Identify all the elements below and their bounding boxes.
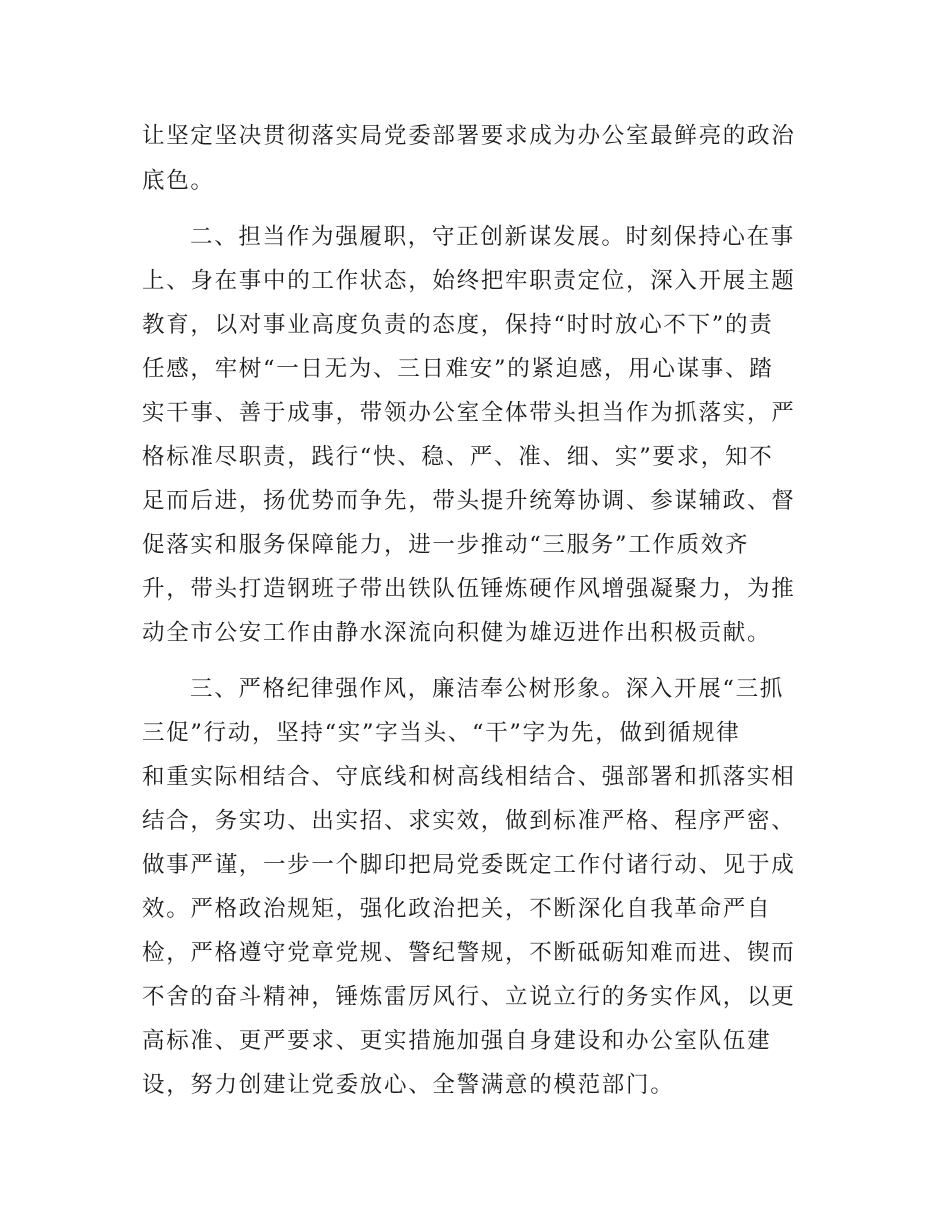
text-line: 实干事、善于成事，带领办公室全体带头担当作为抓落实，严 <box>142 400 796 426</box>
text-line: 结合，务实功、出实招、求实效，做到标准严格、程序严密、 <box>142 808 796 834</box>
text-line: 效。严格政治规矩，强化政治把关，不断深化自我革命严自 <box>142 896 772 922</box>
text-line: 和重实际相结合、守底线和树高线相结合、强部署和抓落实相 <box>142 764 796 790</box>
text-line: 足而后进，扬优势而争先，带头提升统筹协调、参谋辅政、督 <box>142 488 796 514</box>
text-line: 升，带头打造钢班子带出铁队伍锤炼硬作风增强凝聚力，为推 <box>142 576 796 602</box>
text-line: 动全市公安工作由静水深流向积健为雄迈进作出积极贡献。 <box>142 620 772 646</box>
text-line: 三促”行动，坚持“实”字当头、“干”字为先，做到循规律 <box>142 720 741 746</box>
text-line: 高标准、更严要求、更实措施加强自身建设和办公室队伍建 <box>142 1028 772 1054</box>
text-line: 设，努力创建让党委放心、全警满意的模范部门。 <box>142 1072 675 1098</box>
text-line: 做事严谨，一步一个脚印把局党委既定工作付诸行动、见于成 <box>142 852 796 878</box>
text-line: 促落实和服务保障能力，进一步推动“三服务”工作质效齐 <box>142 532 750 558</box>
text-line: 让坚定坚决贯彻落实局党委部署要求成为办公室最鲜亮的政治 <box>142 123 796 149</box>
text-line: 任感，牢树“一日无为、三日难安”的紧迫感，用心谋事、踏 <box>142 356 774 382</box>
text-line: 检，严格遵守党章党规、警纪警规，不断砥砺知难而进、锲而 <box>142 940 796 966</box>
text-line: 格标准尽职责，践行“快、稳、严、准、细、实”要求，知不 <box>142 444 774 470</box>
text-line: 底色。 <box>142 168 215 194</box>
text-line: 教育，以对事业高度负责的态度，保持“时时放心不下”的责 <box>142 312 774 338</box>
text-line: 上、身在事中的工作状态，始终把牢职责定位，深入开展主题 <box>142 268 796 294</box>
text-line: 二、担当作为强履职，守正创新谋发展。时刻保持心在事 <box>190 224 796 250</box>
text-line: 不舍的奋斗精神，锤炼雷厉风行、立说立行的务实作风，以更 <box>142 984 796 1010</box>
text-line: 三、严格纪律强作风，廉洁奉公树形象。深入开展“三抓 <box>190 676 785 702</box>
